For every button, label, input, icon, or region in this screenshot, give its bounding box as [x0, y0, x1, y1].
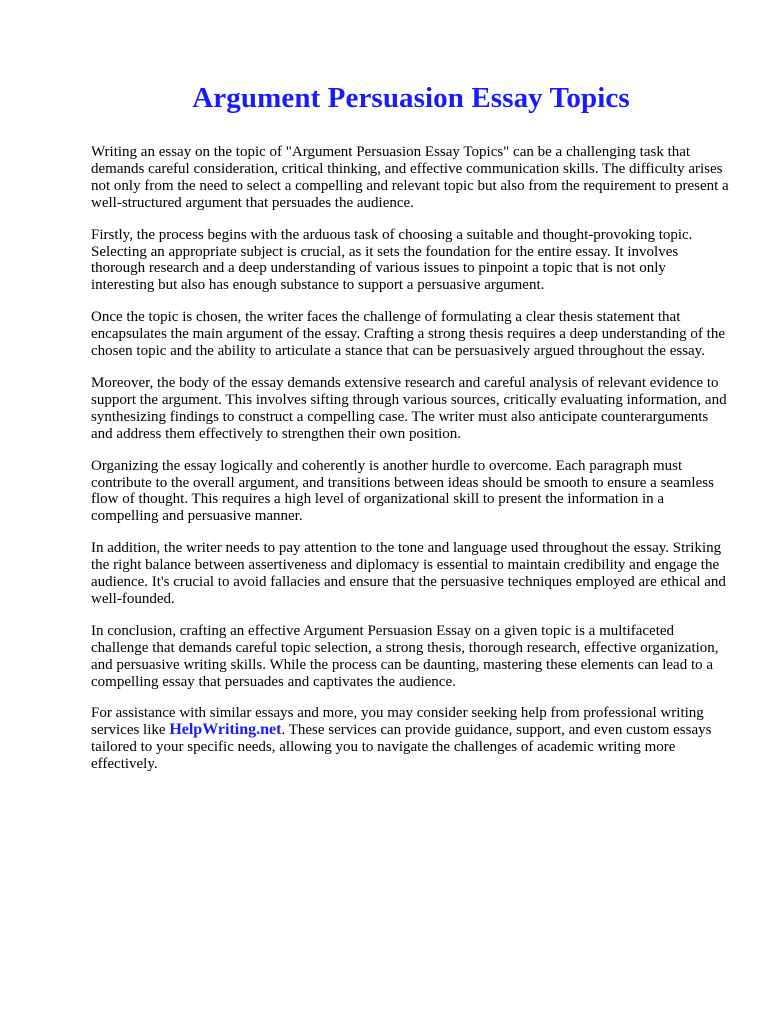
document-title: Argument Persuasion Essay Topics — [192, 82, 630, 114]
paragraph-research: Moreover, the body of the essay demands extensive research and careful analysis of relevant evidence to support the argument. This involves sifting through various sources, critically evaluating information, and synthesizing findings to construct a compelling case. The writer must also anticipate counterarguments and address them effectively to strengthen their own position. — [91, 374, 727, 442]
paragraph-intro: Writing an essay on the topic of "Argument Persuasion Essay Topics" can be a challenging task that demands careful consideration, critical thinking, and effective communication skills. The difficulty arises not only from the need to select a compelling and relevant topic but also from the requirement to present a well-structured argument that persuades the audience. — [91, 144, 729, 211]
helpwriting-link[interactable]: HelpWriting.net — [169, 721, 282, 739]
paragraph-organization: Organizing the essay logically and coherently is another hurdle to overcome. Each paragraph must contribute to the overall argument, and transitions between ideas should be smooth to ensure a seamless flow of thought. This requires a high level of organizational skill to present the information in a compelling and persuasive manner. — [91, 457, 714, 525]
closing-text-before-link: For assistance with similar essays and more, you may consider seeking help from professional writing services like — [91, 705, 704, 739]
paragraph-tone: In addition, the writer needs to pay attention to the tone and language used throughout the essay. Striking the right balance between assertiveness and diplomacy is essential to maintain credibility and engage the audience. It's crucial to avoid fallacies and ensure that the persuasive techniques employed are ethical and well-founded. — [91, 540, 726, 607]
closing-text-after-link: . These services can provide guidance, support, and even custom essays tailored to your specific needs, allowing you to navigate the challenges of academic writing more effectively. — [91, 722, 712, 773]
paragraph-closing — [91, 705, 731, 773]
paragraph-thesis: Once the topic is chosen, the writer faces the challenge of formulating a clear thesis statement that encapsulates the main argument of the essay. Crafting a strong thesis requires a deep understanding of the chosen topic and the ability to articulate a stance that can be persuasively argued throughout the essay. — [91, 309, 725, 360]
paragraph-conclusion: In conclusion, crafting an effective Argument Persuasion Essay on a given topic is a multifaceted challenge that demands careful topic selection, a strong thesis, thorough research, effective organization, and persuasive writing skills. While the process can be daunting, mastering these elements can lead to a compelling essay that persuades and captivates the audience. — [91, 622, 719, 690]
paragraph-topic-selection: Firstly, the process begins with the arduous task of choosing a suitable and thought-provoking topic. Selecting an appropriate subject is crucial, as it sets the foundation for the entire essay. It involves thorough research and a deep understanding of various issues to pinpoint a topic that is not only interesting but also has enough substance to support a persuasive argument. — [91, 226, 693, 294]
document-page — [91, 80, 731, 788]
